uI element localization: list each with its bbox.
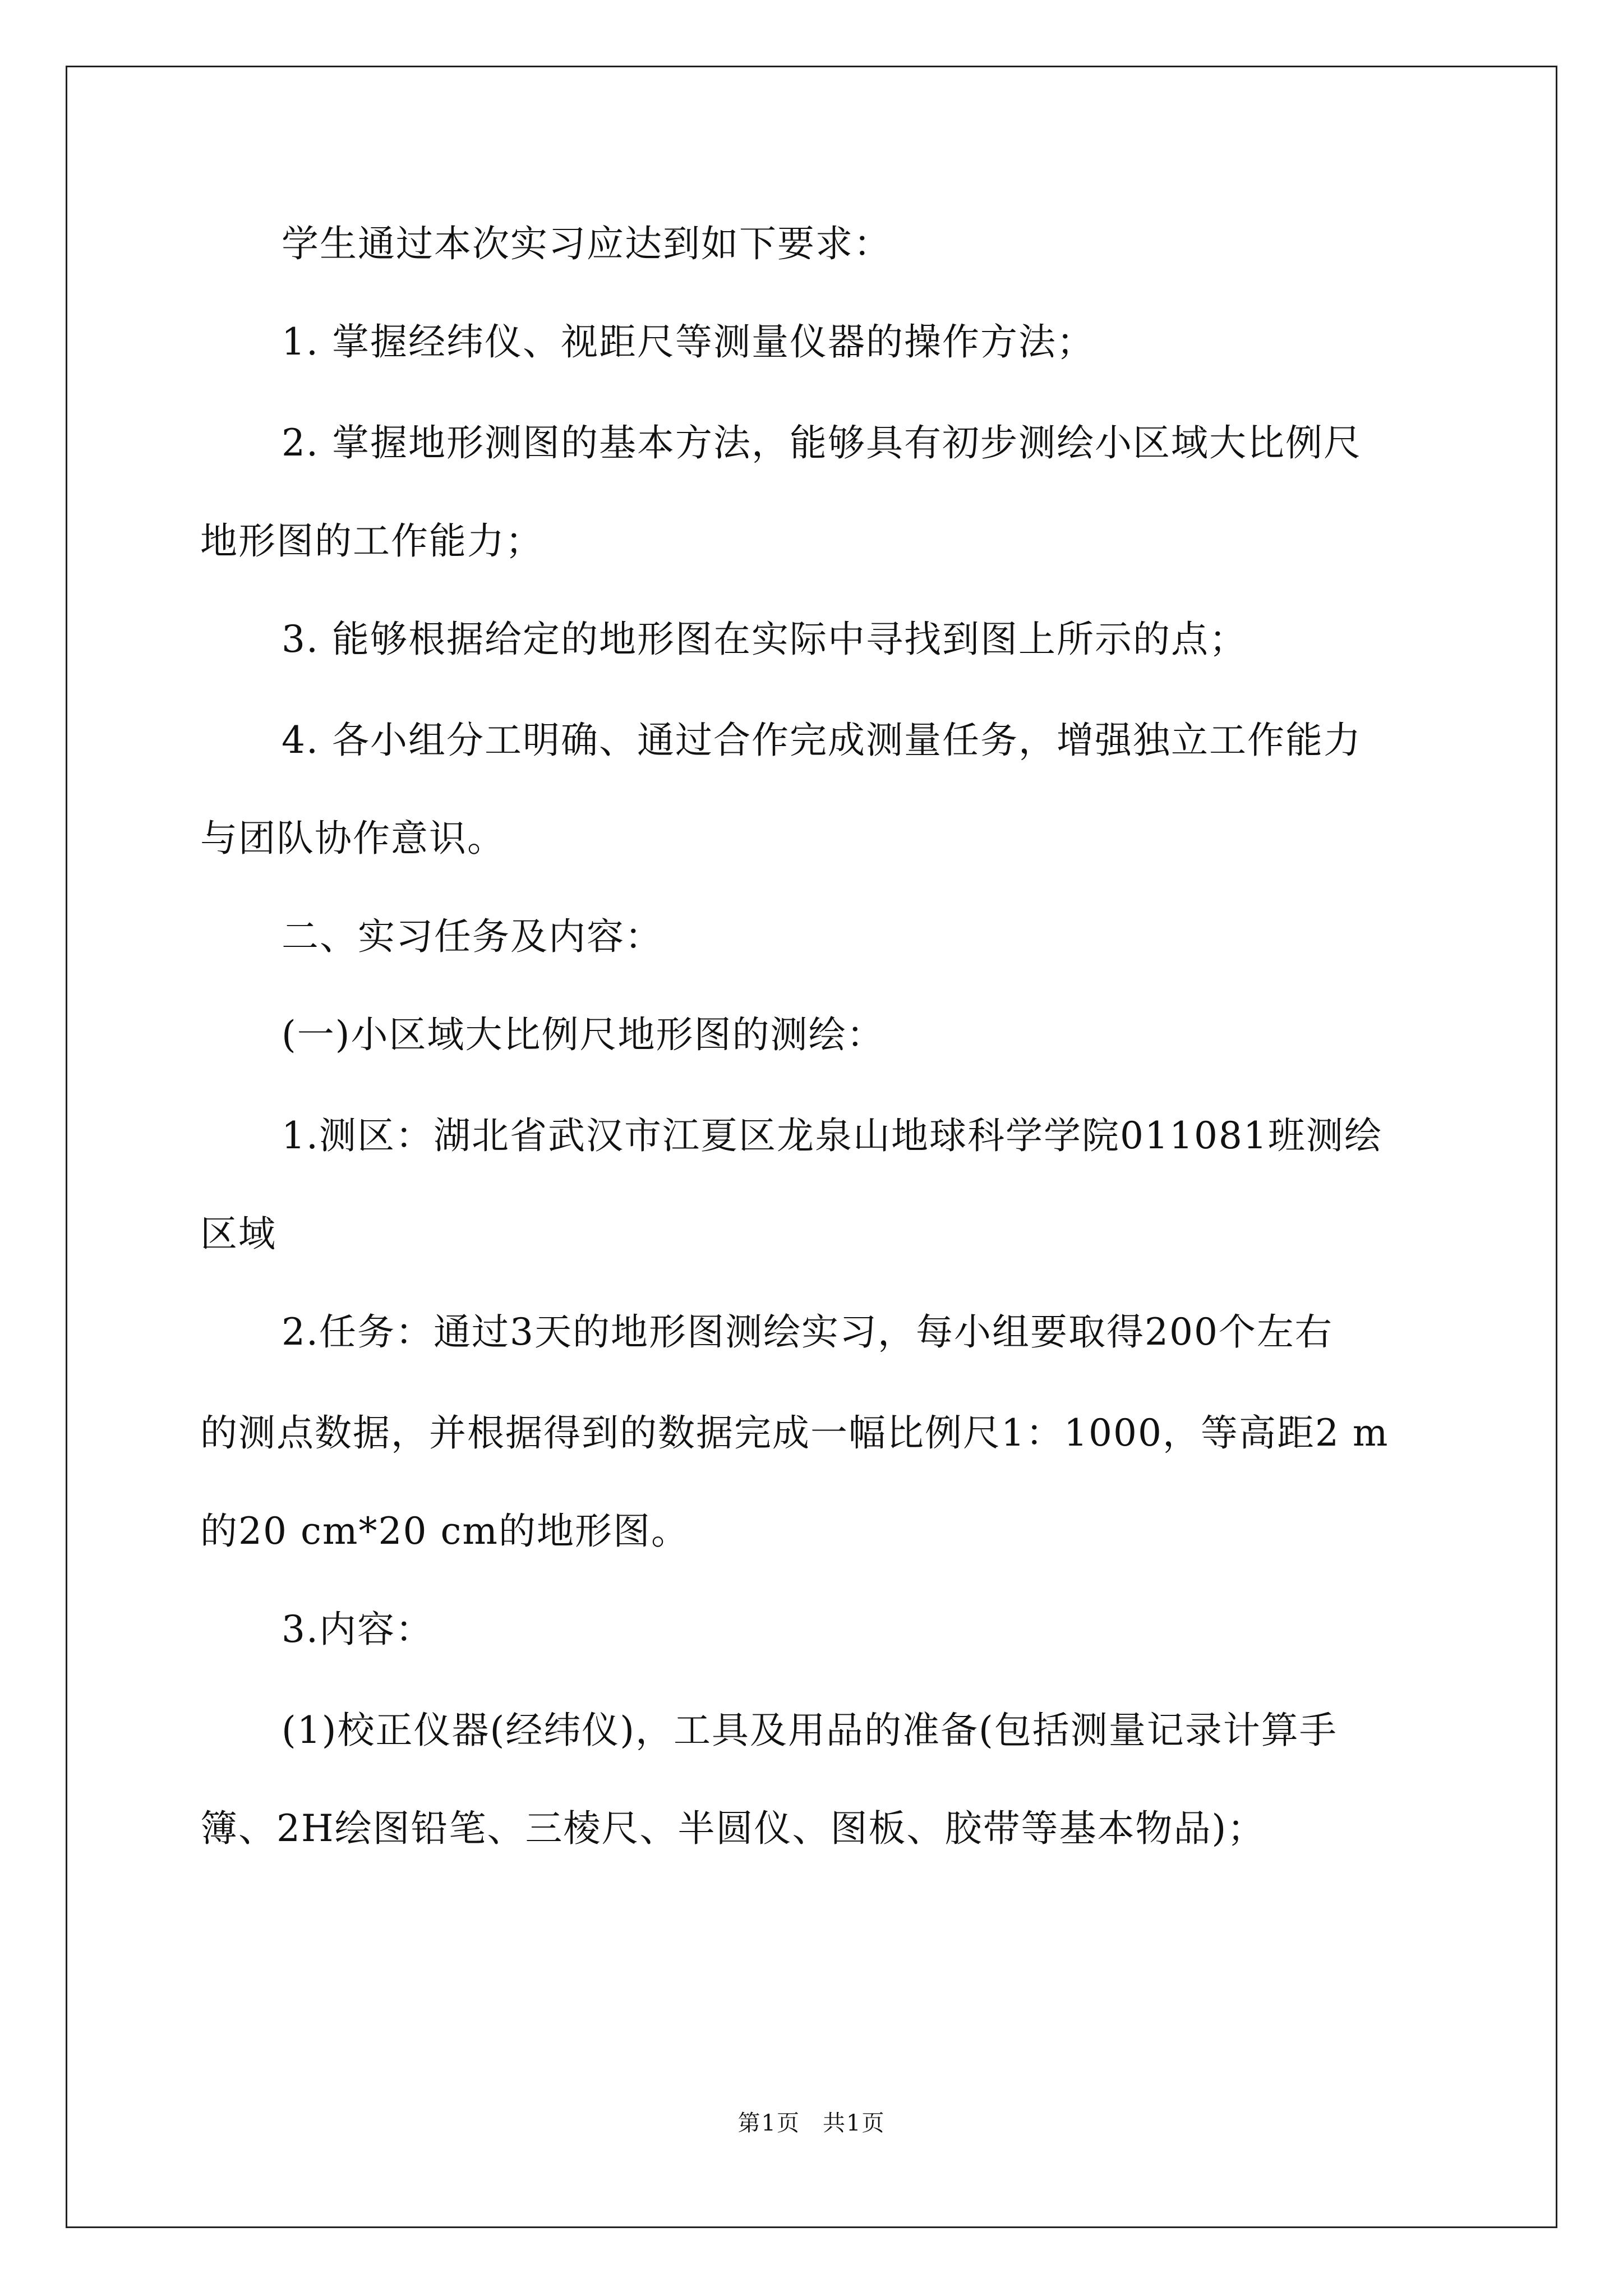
requirement-2-line-2: 地形图的工作能力； (200, 519, 543, 563)
requirement-4-line-2: 与团队协作意识。 (200, 817, 505, 860)
content-item-1-line-1: (1)校正仪器(经纬仪)，工具及用品的准备(包括测量记录计算手 (282, 1709, 1338, 1752)
page-number: 第1页 (737, 2110, 800, 2136)
intro-paragraph: 学生通过本次实习应达到如下要求： (282, 222, 892, 265)
content-item-1-line-2: 簿、2H绘图铅笔、三棱尺、半圆仪、图板、胶带等基本物品)； (200, 1807, 1266, 1850)
survey-area-line-1: 1.测区：湖北省武汉市江夏区龙泉山地球科学学院011081班测绘 (282, 1114, 1382, 1157)
section-heading: 二、实习任务及内容： (282, 915, 663, 958)
requirement-3: 3. 能够根据给定的地形图在实际中寻找到图上所示的点； (282, 618, 1247, 661)
requirement-2-line-1: 2. 掌握地形测图的基本方法，能够具有初步测绘小区域大比例尺 (282, 421, 1362, 464)
subsection-heading: (一)小区域大比例尺地形图的测绘： (282, 1013, 885, 1056)
page-total: 共1页 (823, 2110, 886, 2136)
page-footer (0, 2106, 1623, 2140)
requirement-4-line-1: 4. 各小组分工明确、通过合作完成测量任务，增强独立工作能力 (282, 719, 1362, 762)
content-heading: 3.内容： (282, 1608, 434, 1651)
task-line-3: 的20 cm*20 cm的地形图。 (200, 1510, 690, 1553)
requirement-1: 1. 掌握经纬仪、视距尺等测量仪器的操作方法； (282, 320, 1095, 364)
task-line-2: 的测点数据，并根据得到的数据完成一幅比例尺1：1000，等高距2 m (200, 1411, 1389, 1455)
task-line-1: 2.任务：通过3天的地形图测绘实习，每小组要取得200个左右 (282, 1310, 1333, 1354)
survey-area-line-2: 区域 (200, 1212, 276, 1255)
